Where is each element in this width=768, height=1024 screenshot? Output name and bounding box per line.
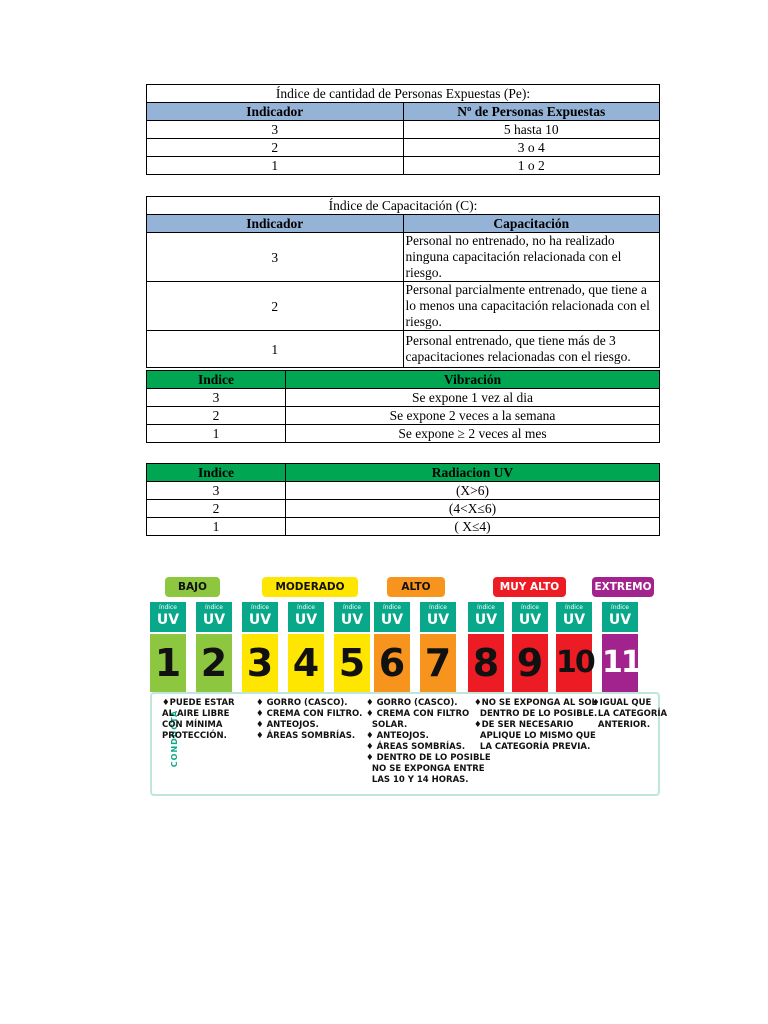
table-cell: 1: [147, 425, 286, 443]
table-cell: 2: [147, 139, 404, 157]
cell-small-label: índice: [297, 604, 315, 611]
conducta-line: LAS 10 Y 14 HORAS.: [366, 775, 469, 785]
table-row: [147, 389, 660, 407]
uv-cell-11: [602, 602, 650, 692]
table-cell: Personal entrenado, que tiene más de 3 capacitaciones relacionadas con el riesgo.: [403, 331, 660, 368]
uv-cell-3: [242, 602, 278, 692]
table-cell: Se expone 2 veces a la semana: [286, 407, 660, 425]
category-moderado: MODERADO: [262, 577, 358, 597]
cell-small-label: índice: [383, 604, 401, 611]
uv-number: 3: [242, 634, 278, 692]
cell-uv-label: UV: [202, 612, 226, 628]
table-row: [147, 139, 660, 157]
uv-number: 5: [334, 634, 370, 692]
conducta-line: ♦ ANTEOJOS.: [366, 731, 429, 741]
table-row: [147, 282, 660, 331]
table-row: [147, 482, 660, 500]
column-header: Indicador: [147, 215, 404, 233]
conducta-line: ♦ CREMA CON FILTRO: [366, 709, 470, 719]
table-cell: 3: [147, 389, 286, 407]
uv-cell-8: [468, 602, 504, 692]
column-header: Indicador: [147, 103, 404, 121]
uv-number: 8: [468, 634, 504, 692]
cell-uv-label: UV: [156, 612, 180, 628]
column-header: Vibración: [286, 371, 660, 389]
conducta-line: ♦DE SER NECESARIO: [474, 720, 574, 730]
table-cell: (4<X≤6): [286, 500, 660, 518]
table-title: Índice de Capacitación (C):: [147, 197, 660, 215]
conducta-alto: [366, 698, 491, 786]
category-bajo: BAJO: [165, 577, 220, 597]
uv-cell-7: [420, 602, 456, 692]
cell-uv-label: UV: [608, 612, 632, 628]
column-header: Indice: [147, 464, 286, 482]
cell-uv-label: UV: [248, 612, 272, 628]
table-cell: 2: [147, 282, 404, 331]
table-title: Índice de cantidad de Personas Expuestas (Pe):: [147, 85, 660, 103]
table-cell: Personal parcialmente entrenado, que tiene a lo menos una capacitación relacionada con el riesgo.: [403, 282, 660, 331]
conducta-line: LA CATEGORÍA PREVIA.: [474, 742, 591, 752]
cell-small-label: índice: [477, 604, 495, 611]
conducta-line: NO SE EXPONGA ENTRE: [366, 764, 485, 774]
table-row: [147, 233, 660, 282]
uv-number: 10: [556, 634, 592, 692]
table-cell: Personal no entrenado, no ha realizado ninguna capacitación relacionada con el riesgo.: [403, 233, 660, 282]
column-header: Capacitación: [403, 215, 660, 233]
conducta-bajo: [162, 698, 235, 742]
category-extremo: EXTREMO: [592, 577, 654, 597]
conducta-line: ♦ DENTRO DE LO POSIBLE: [366, 753, 491, 763]
cell-small-label: índice: [521, 604, 539, 611]
cell-small-label: índice: [251, 604, 269, 611]
conducta-line: SOLAR.: [366, 720, 408, 730]
uv-cell-9: [512, 602, 548, 692]
conducta-line: ♦ GORRO (CASCO).: [256, 698, 348, 708]
uv-number: 9: [512, 634, 548, 692]
cell-small-label: índice: [429, 604, 447, 611]
conducta-line: ♦ GORRO (CASCO).: [366, 698, 458, 708]
cell-uv-label: UV: [294, 612, 318, 628]
conducta-line: DENTRO DE LO POSIBLE.: [474, 709, 598, 719]
cell-small-label: índice: [205, 604, 223, 611]
conducta-extremo: [592, 698, 667, 731]
conducta-line: ♦NO SE EXPONGA AL SOL: [474, 698, 597, 708]
conducta-line: ♦PUEDE ESTAR: [162, 698, 235, 708]
cell-small-label: índice: [159, 604, 177, 611]
conducta-line: ♦ ÁREAS SOMBRÍAS.: [366, 742, 466, 752]
uv-cell-6: [374, 602, 410, 692]
conducta-moderado: [256, 698, 362, 742]
cell-small-label: índice: [565, 604, 583, 611]
table-row: [147, 425, 660, 443]
conducta-line: ♦IGUAL QUE: [592, 698, 652, 708]
table-row: [147, 157, 660, 175]
cell-uv-label: UV: [340, 612, 364, 628]
table-row: [147, 407, 660, 425]
conducta-line: ♦ CREMA CON FILTRO.: [256, 709, 363, 719]
conducta-line: CON MÍNIMA: [162, 720, 223, 730]
uv-cell-5: [334, 602, 370, 692]
table-row: [147, 331, 660, 368]
table-cell: 3: [147, 121, 404, 139]
conducta-muy-alto: [474, 698, 597, 753]
category-alto: ALTO: [387, 577, 445, 597]
conducta-line: AL AIRE LIBRE: [162, 709, 230, 719]
conducta-line: ♦ ANTEOJOS.: [256, 720, 319, 730]
uv-number: 7: [420, 634, 456, 692]
table-cell: 1 o 2: [403, 157, 660, 175]
column-header: Radiacion UV: [286, 464, 660, 482]
table-cell: 1: [147, 331, 404, 368]
uv-cell-1: [150, 602, 186, 692]
table-cell: 3: [147, 482, 286, 500]
table-cell: 1: [147, 518, 286, 536]
conducta-line: APLIQUE LO MISMO QUE: [474, 731, 596, 741]
cell-uv-label: UV: [518, 612, 542, 628]
table-cell: Se expone ≥ 2 veces al mes: [286, 425, 660, 443]
conducta-line: ANTERIOR.: [592, 720, 651, 730]
table-cell: ( X≤4): [286, 518, 660, 536]
cell-uv-label: UV: [562, 612, 586, 628]
personas-expuestas-table: [146, 84, 660, 175]
column-header: Nº de Personas Expuestas: [403, 103, 660, 121]
table-cell: 2: [147, 407, 286, 425]
table-cell: Se expone 1 vez al dia: [286, 389, 660, 407]
cell-small-label: índice: [611, 604, 629, 611]
uv-number: 11: [602, 645, 640, 680]
table-cell: 2: [147, 500, 286, 518]
table-cell: 1: [147, 157, 404, 175]
radiacion-uv-table: [146, 463, 660, 536]
table-row: [147, 121, 660, 139]
uv-index-chart: [150, 572, 668, 797]
cell-uv-label: UV: [380, 612, 404, 628]
conducta-panel: [150, 692, 668, 796]
cell-uv-label: UV: [474, 612, 498, 628]
table-row: [147, 518, 660, 536]
uv-number: 4: [288, 634, 324, 692]
table-cell: (X>6): [286, 482, 660, 500]
category-muy-alto: MUY ALTO: [493, 577, 566, 597]
table-cell: 3: [147, 233, 404, 282]
cell-uv-label: UV: [426, 612, 450, 628]
column-header: Indice: [147, 371, 286, 389]
vibracion-table: [146, 370, 660, 443]
uv-cell-2: [196, 602, 232, 692]
uv-number: 6: [374, 634, 410, 692]
conducta-line: ♦ ÁREAS SOMBRÍAS.: [256, 731, 356, 741]
uv-cell-10: [556, 602, 592, 692]
uv-number: 2: [196, 634, 232, 692]
plus-sign: +: [639, 641, 650, 657]
table-cell: 3 o 4: [403, 139, 660, 157]
conducta-line: PROTECCIÓN.: [162, 731, 227, 741]
conducta-label: CONDUCTA: [170, 709, 180, 768]
cell-small-label: índice: [343, 604, 361, 611]
uv-cell-4: [288, 602, 324, 692]
uv-number: 1: [150, 634, 186, 692]
table-cell: 5 hasta 10: [403, 121, 660, 139]
capacitacion-table: [146, 196, 660, 368]
table-row: [147, 500, 660, 518]
conducta-line: LA CATEGORÍA: [592, 709, 668, 719]
